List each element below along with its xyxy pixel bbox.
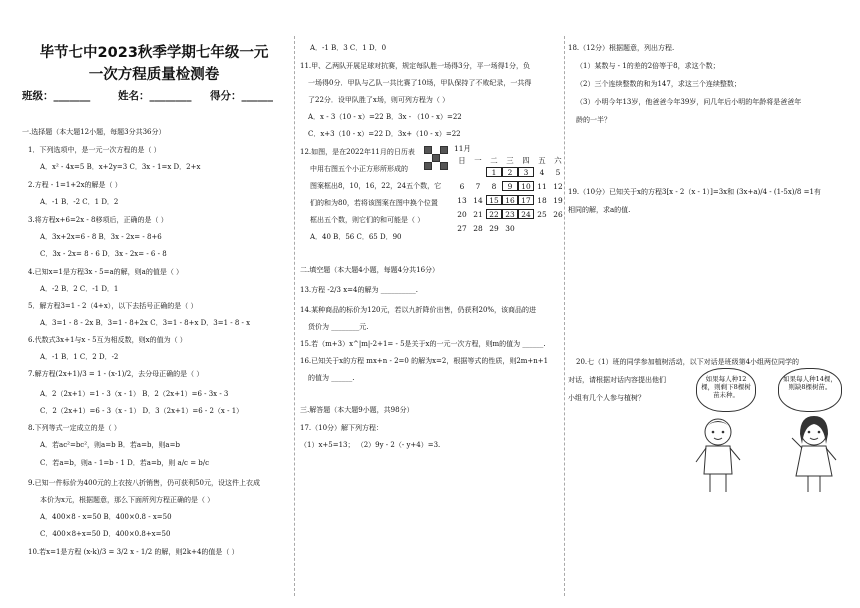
column-divider [564,36,565,596]
calendar-day: 9 [502,181,518,191]
option-line: A．-1 B．3 C．1 D．0 [310,44,387,52]
option-line: A．x² - 4x=5 B．x+2y=3 C．3x - 1=x D．2+x [40,163,201,171]
pattern-square [432,154,440,162]
calendar-day: 21 [473,210,483,219]
option-line: C．400×8+x=50 D．400×0.8+x=50 [40,530,171,538]
option-line: A．40 B．56 C．65 D．90 [310,233,402,241]
column-divider [294,36,295,596]
question-line: 龄的一半？ [576,116,611,124]
option-line: A．-1 B．1 C．2 D．-2 [40,353,119,361]
calendar-day: 12 [553,182,563,191]
question-line: （1）x+5=13； （2）9y - 2（- y+4）=3. [300,441,441,449]
question-line: 们的和为80，若将该图案在图中换个位置 [310,199,438,207]
weekday-label: 日 [458,156,466,165]
calendar-day: 7 [475,182,481,191]
name-field[interactable]: 姓名：________ [118,90,192,102]
option-line: A．3x+2x=6 - 8 B．3x - 2x= - 8+6 [40,233,162,241]
question-line: 了22分．设甲队胜了x场，则可列方程为（ ） [308,96,450,104]
calendar-day: 30 [505,224,515,233]
question-line: 14.某种商品的标价为120元，若以九折降价出售，仍获利20%，该商品的进 [300,306,537,314]
calendar-day: 10 [518,181,534,191]
calendar-day: 15 [486,195,502,205]
option-line: C．2（2x+1）=6 - 3（x - 1） D．3（2x+1）=6 - 2（x - 1） [40,407,244,415]
speech-bubble-left: 如果每人种12棵，则剩下8棵树苗未种。 [696,368,756,412]
student-boy-icon [696,419,740,492]
calendar-day: 18 [537,196,547,205]
question-line: 16.已知关于x的方程 mx+n - 2=0 的解为x=2，根据等式的性质，则2m+n+1 [300,357,549,365]
student-girl-icon [792,416,836,492]
weekday-label: 四 [522,156,530,165]
calendar-day: 8 [491,182,497,191]
question-line: 11.甲、乙两队开展足球对抗赛，规定每队胜一场得3分，平一场得1分，负 [300,62,531,70]
weekday-label: 五 [538,156,546,165]
calendar-day: 29 [489,224,499,233]
question-line: 20.七（1）班的同学参加植树活动，以下对话是班级第4小组两位同学的 [576,358,800,366]
question-line: 10.若x=1是方程 (x-k)/3 = 3/2 x - 1/2 的解，则2k+4的值是（ ） [28,548,239,556]
column-1 [20,0,288,608]
weekday-label: 一 [474,156,482,165]
exam-title-line2: 一次方程质量检测卷 [88,67,220,83]
calendar-day: 11 [537,182,547,191]
question-line: 2.方程 - 1=1+2x的解是（ ） [28,181,122,189]
calendar-day: 16 [502,195,518,205]
calendar-day: 20 [457,210,467,219]
calendar-day: 1 [486,167,502,177]
question-line: 6.代数式3x+1与x - 5互为相反数，则x的值为（ ） [28,336,187,344]
question-line: 中用右图五个小正方形所形成的 [310,165,408,173]
calendar-day: 3 [518,167,534,177]
calendar-day: 25 [537,210,547,219]
calendar-day: 5 [555,168,561,177]
question-line: 货价为 ________元. [308,323,369,331]
column-3 [568,0,852,608]
section-choice-header: 一.选择题（本大题12小题，每题3分共36分） [22,128,166,136]
calendar-month: 11月 [454,144,471,153]
calendar-day: 19 [553,196,563,205]
option-line: A．若ac²=bc²，则a=b B．若a=b，则a=b [40,441,180,449]
calendar-day: 17 [518,195,534,205]
weekday-label: 二 [490,156,498,165]
column-2 [300,0,562,608]
calendar-day: 6 [459,182,465,191]
speech-bubble-right: 如果每人种14棵，则缺8棵树苗。 [778,368,842,412]
question-line: 图案框出8，10，16，22，24五个数，它 [310,182,442,190]
question-line: 19.（10分）已知关于x的方程3[x - 2（x - 1）]=3x和 (3x+a)/4 - (1-5x)/8 =1有 [568,188,821,196]
exam-title-line1: 毕节七中2023秋季学期七年级一元 [39,45,269,61]
question-line: 12.如图，是在2022年11月的日历表 [300,148,415,156]
option-line: C．3x - 2x= 8 - 6 D．3x - 2x= - 6 - 8 [40,250,167,258]
pattern-square [440,162,448,170]
question-line: 1．下列选项中，是一元一次方程的是（ ） [28,146,161,154]
question-line: 17.（10分）解下列方程： [300,424,384,432]
question-line: 框出五个数，则它们的和可能是（ ） [310,216,425,224]
calendar-day: 24 [518,209,534,219]
weekday-label: 六 [554,156,562,165]
calendar-day: 13 [457,196,467,205]
question-line: 13.方程 -2/3 x=4的解为 __________. [300,286,418,294]
calendar-day: 2 [502,167,518,177]
question-line: （1）某数与 - 1的差的2倍等于8，求这个数； [576,62,720,70]
calendar-day: 23 [502,209,518,219]
pattern-square [424,146,432,154]
question-line: 18.（12分）根据题意，列出方程. [568,44,675,52]
weekday-label: 三 [506,156,514,165]
question-line: 一场得0分．甲队与乙队一共比赛了10场，甲队保持了不败纪录，一共得 [308,79,532,87]
question-line: 小组有几个人参与植树？ [568,394,645,402]
option-line: A．-2 B．2 C．-1 D．1 [40,285,119,293]
question-line: 5．解方程3=1 - 2（4+x），以下去括号正确的是（ ） [28,302,198,310]
question-line: 的值为 ______. [308,374,355,382]
question-line: 15.若（m+3）x^|m|-2+1= - 5是关于x的一元一次方程，则m的值为 ______. [300,340,546,348]
calendar-day: 27 [457,224,467,233]
option-line: C．若a=b，则a - 1=b - 1 D．若a=b，则 a/c = b/c [40,459,210,467]
calendar-day: 22 [486,209,502,219]
option-line: A．3=1 - 8 - 2x B．3=1 - 8+2x C．3=1 - 8+x D．3=1 - 8 - x [40,319,251,327]
option-line: A．400×8 - x=50 B．400×0.8 - x=50 [40,513,172,521]
pattern-square [440,146,448,154]
students-illustration [686,410,852,496]
score-field[interactable]: 得分：______ [210,90,273,102]
calendar-day: 4 [539,168,545,177]
calendar-figure [454,144,566,244]
section-answer-header: 三.解答题（本大题9小题，共98分） [300,406,414,414]
question-line: 8.下列等式一定成立的是（ ） [28,424,121,432]
question-line: 本价为x元，根据题意，那么下面所列方程正确的是（ ） [40,496,215,504]
question-line: 4.已知x=1是方程3x - 5=a的解，则a的值是（ ） [28,268,184,276]
question-line: 对话，请根据对话内容提出他们 [568,376,666,384]
question-line: 3.将方程x+6=2x - 8移项后，正确的是（ ） [28,216,168,224]
calendar-day: 26 [553,210,563,219]
pattern-square [424,162,432,170]
class-field[interactable]: 班级：_______ [22,90,91,102]
question-line: 7.解方程(2x+1)/3 = 1 - (x-1)/2，去分母正确的是（ ） [28,370,204,378]
option-line: A．-1 B．-2 C．1 D．2 [40,198,119,206]
question-line: 9.已知一件标价为400元的上衣按八折销售，仍可获利50元，设这件上衣成 [28,479,260,487]
option-line: A．x - 3（10 - x）=22 B．3x - （10 - x）=22 [308,113,462,121]
option-line: C．x+3（10 - x）=22 D．3x+（10 - x）=22 [308,130,461,138]
calendar-day: 28 [473,224,483,233]
option-line: A．2（2x+1）=1 - 3（x - 1） B．2（2x+1）=6 - 3x - 3 [40,390,229,398]
question-line: （2）三个连续整数的和为147，求这三个连续整数； [576,80,741,88]
section-fill-header: 二.填空题（本大题4小题，每题4分共16分） [300,266,440,274]
question-line: （3）小明今年13岁，他爸爸今年39岁，问几年后小明的年龄将是爸爸年 [576,98,802,106]
calendar-day: 14 [473,196,483,205]
question-line: 相同的解，求a的值. [568,206,631,214]
